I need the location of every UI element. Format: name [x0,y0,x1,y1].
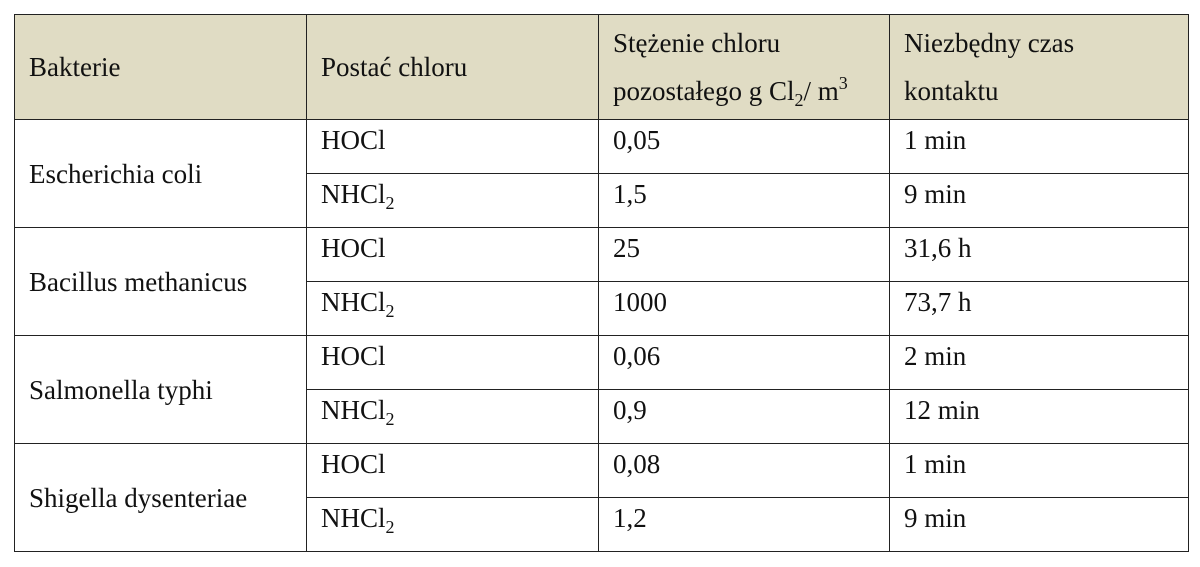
table-row [15,444,1189,498]
contact-time-cell [890,390,1189,444]
bacteria-name: Salmonella typhi [29,374,213,405]
chlorine-form-subscript: 2 [385,517,395,537]
contact-time-value: 31,6 h [904,233,972,263]
concentration-value: 0,9 [613,395,647,425]
concentration-value: 0,06 [613,341,661,371]
contact-time-value: 1 min [904,125,967,155]
chlorine-form-base: NHCl [321,179,386,209]
chlorine-form-base: NHCl [321,395,386,425]
concentration-cell [599,120,890,174]
contact-time-cell [890,498,1189,552]
header-bacteria-label: Bakterie [29,52,121,82]
chlorine-form-base: HOCl [321,449,386,479]
contact-time-cell [890,120,1189,174]
chlorine-form-cell [307,228,599,282]
concentration-cell [599,390,890,444]
chlorine-form-cell [307,120,599,174]
header-contact-time [890,15,1189,120]
concentration-cell [599,336,890,390]
header-bacteria [15,15,307,120]
header-contact-time-line2: kontaktu [904,76,999,106]
header-contact-time-line1: Niezbędny czas [904,28,1075,58]
chlorine-form-cell [307,390,599,444]
concentration-cell [599,444,890,498]
concentration-value: 1000 [613,287,667,317]
table-row [15,228,1189,282]
contact-time-value: 9 min [904,179,967,209]
header-concentration-superscript: 3 [838,73,848,93]
contact-time-cell [890,228,1189,282]
concentration-value: 1,2 [613,503,647,533]
header-chlorine-form-label: Postać chloru [321,52,468,82]
bacteria-cell [15,336,307,444]
header-concentration-prefix: pozostałego g Cl [613,76,795,106]
concentration-cell [599,174,890,228]
table-row [15,120,1189,174]
bacteria-name: Shigella dysenteriae [29,482,248,513]
table-header [15,15,1189,120]
chlorine-form-base: HOCl [321,341,386,371]
table-body [15,120,1189,552]
chlorine-form-subscript: 2 [385,409,395,429]
header-concentration [599,15,890,120]
contact-time-value: 73,7 h [904,287,972,317]
chlorine-form-cell [307,336,599,390]
contact-time-cell [890,282,1189,336]
header-chlorine-form [307,15,599,120]
concentration-cell [599,282,890,336]
contact-time-value: 12 min [904,395,980,425]
header-concentration-line2 [613,67,889,115]
contact-time-cell [890,444,1189,498]
chlorine-form-subscript: 2 [385,301,395,321]
bacteria-cell [15,228,307,336]
chlorine-form-base: HOCl [321,125,386,155]
header-concentration-unit: / m [803,76,839,106]
concentration-value: 25 [613,233,640,263]
concentration-value: 1,5 [613,179,647,209]
chlorine-form-base: NHCl [321,287,386,317]
chlorine-form-cell [307,282,599,336]
contact-time-cell [890,336,1189,390]
table-row [15,336,1189,390]
contact-time-value: 9 min [904,503,967,533]
chlorine-form-base: NHCl [321,503,386,533]
contact-time-value: 2 min [904,341,967,371]
chlorine-form-cell [307,444,599,498]
bacteria-cell [15,120,307,228]
header-concentration-line1: Stężenie chloru [613,28,781,58]
bacteria-cell [15,444,307,552]
chlorine-contact-table [14,14,1189,552]
bacteria-name: Escherichia coli [29,158,203,189]
chlorine-form-subscript: 2 [385,193,395,213]
chlorine-form-cell [307,498,599,552]
contact-time-value: 1 min [904,449,967,479]
chlorine-form-cell [307,174,599,228]
concentration-cell [599,228,890,282]
contact-time-cell [890,174,1189,228]
concentration-cell [599,498,890,552]
concentration-value: 0,08 [613,449,661,479]
concentration-value: 0,05 [613,125,661,155]
bacteria-name: Bacillus methanicus [29,266,248,297]
header-row [15,15,1189,120]
chlorine-form-base: HOCl [321,233,386,263]
header-concentration-subscript: 2 [794,90,804,110]
